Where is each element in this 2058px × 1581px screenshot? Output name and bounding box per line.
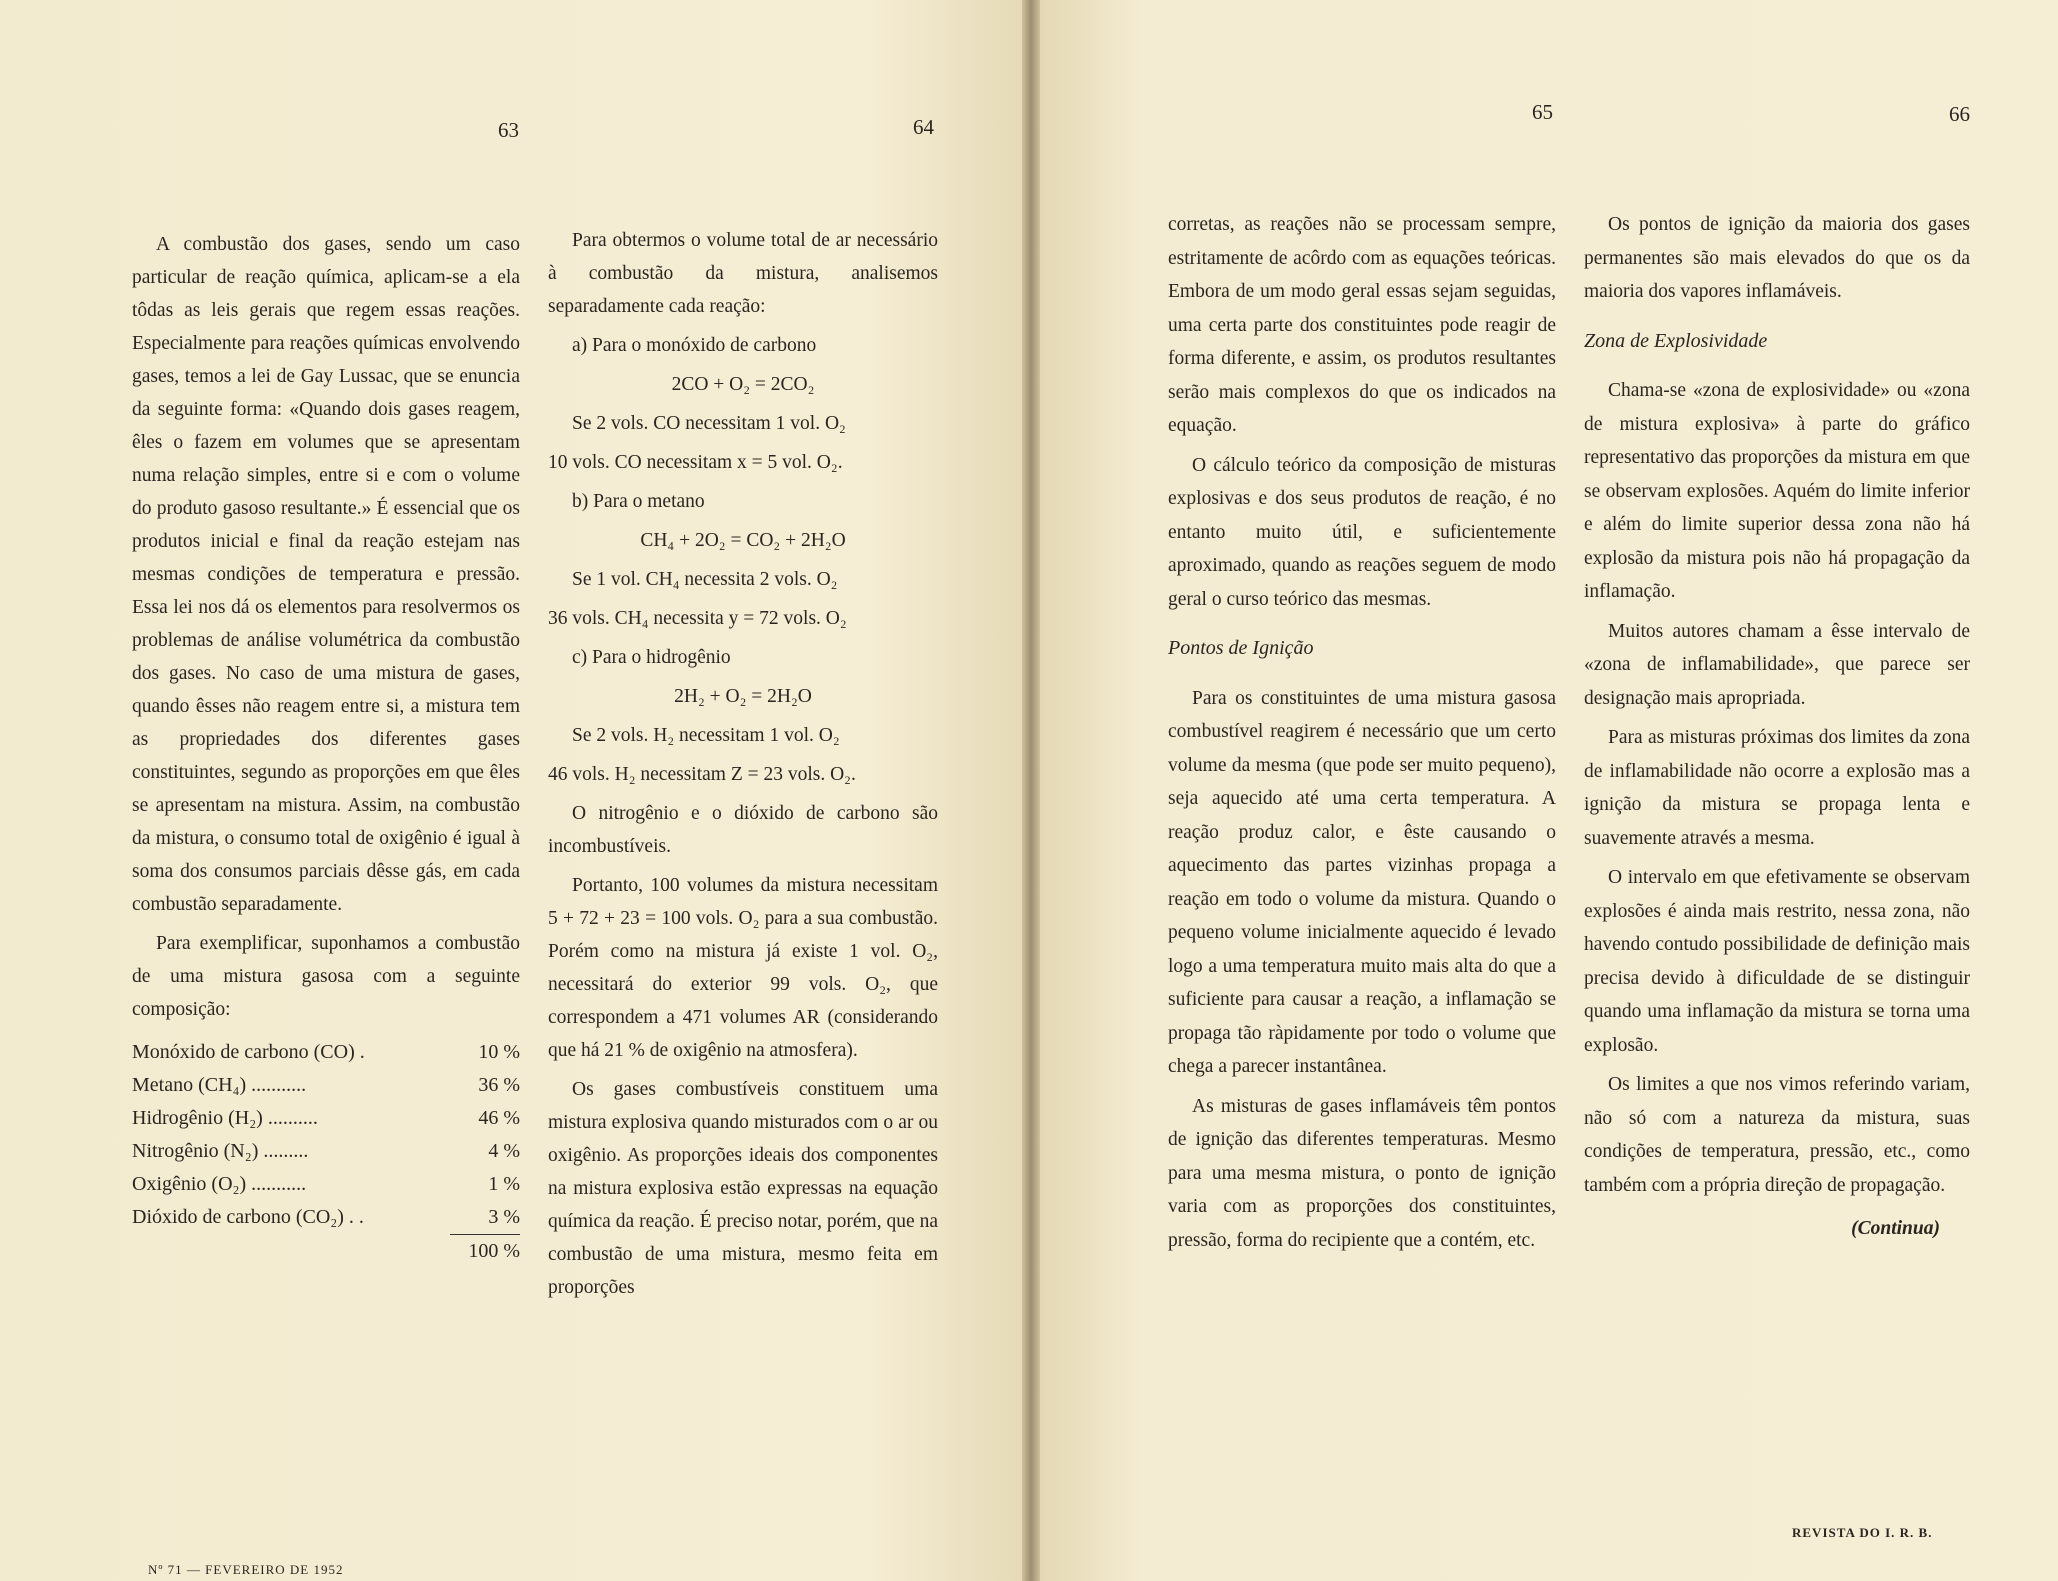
component-name: Oxigênio (O₂) ........... [132, 1173, 307, 1195]
reaction-a-line: Se 2 vols. CO necessitam 1 vol. O₂ [572, 413, 846, 434]
paragraph: Para as misturas próximas dos limites da zona de inflamabilidade não ocorre a explosão mas a ignição da mistura se propaga lenta e suavemente através a mesma. [1584, 727, 1970, 849]
reaction-c-title: c) Para o hidrogênio [572, 647, 731, 668]
composition-total: 100 % [450, 1235, 520, 1269]
total-row [132, 1235, 520, 1269]
paragraph: Portanto, 100 volumes da mistura necessitam 5 + 72 + 23 = 100 vols. O₂ para a sua combustão. Porém como na mistura já existe 1 vol. O₂, necessitará do exterior 99 vols. O₂, que correspondem a 471 volumes AR (considerando que há 21 % de oxigênio na atmosfera). [548, 875, 938, 1061]
component-name: Dióxido de carbono (CO₂) . . [132, 1206, 364, 1229]
column-page-65 [1168, 208, 1556, 1263]
column-page-64 [548, 224, 938, 1310]
reaction-b-title: b) Para o metano [572, 491, 705, 512]
column-page-66 [1584, 208, 1970, 1252]
paragraph: Os limites a que nos vimos referindo variam, não só com a natureza da mistura, suas condições de temperatura, pressão, etc., como também com a própria direção de propagação. [1584, 1074, 1970, 1196]
reaction-a-equation: 2CO + O₂ = 2CO₂ [671, 374, 815, 395]
paragraph: Muitos autores chamam a êsse intervalo de «zona de inflamabilidade», que parece ser designação mais apropriada. [1584, 620, 1970, 709]
paragraph: Para obtermos o volume total de ar necessário à combustão da mistura, analisemos separadamente cada reação: [548, 230, 938, 317]
page-number-63: 63 [498, 118, 519, 142]
table-row [132, 1036, 520, 1069]
component-name: Monóxido de carbono (CO) . [132, 1041, 365, 1063]
paragraph: O cálculo teórico da composição de misturas explosivas e dos seus produtos de reação, é no entanto muito útil, e suficientemente aproximado, quando as reações seguem de modo geral o curso teórico das mesmas. [1168, 454, 1556, 610]
section-heading: Zona de Explosividade [1584, 329, 1768, 352]
section-heading: Pontos de Ignição [1168, 637, 1314, 659]
paragraph: O nitrogênio e o dióxido de carbono são incombustíveis. [548, 803, 938, 857]
paragraph: Os gases combustíveis constituem uma mistura explosiva quando misturados com o ar ou oxigênio. As proporções ideais dos componentes na mistura explosiva estão expressas na equação química da reação. É preciso notar, porém, que na combustão de uma mistura, mesmo feita em proporções [548, 1079, 938, 1298]
paragraph: corretas, as reações não se processam sempre, estritamente de acôrdo com as equações teóricas. Embora de um modo geral essas sejam seguidas, uma certa parte dos constituintes pode reagir de forma diferente, e assim, os produtos resultantes serão mais complexos do que os indicados na equação. [1168, 214, 1556, 436]
component-value: 4 % [488, 1140, 520, 1162]
footer-issue: Nº 71 — FEVEREIRO DE 1952 [148, 1562, 344, 1577]
component-value: 3 % [488, 1206, 520, 1228]
component-value: 36 % [478, 1074, 520, 1096]
right-page [1040, 0, 2058, 1581]
component-name: Hidrogênio (H₂) .......... [132, 1107, 318, 1129]
component-name: Metano (CH₄) ........... [132, 1074, 307, 1096]
component-value: 46 % [478, 1107, 520, 1129]
page-number-65: 65 [1532, 100, 1553, 124]
table-row [132, 1102, 520, 1135]
paragraph: Para exemplificar, suponhamos a combustão de uma mistura gasosa com a seguinte composição: [132, 933, 520, 1020]
column-page-63 [132, 228, 520, 1268]
page-number-64: 64 [913, 115, 934, 139]
reaction-b-equation: CH₄ + 2O₂ = CO₂ + 2H₂O [640, 530, 846, 551]
table-row [132, 1135, 520, 1168]
paragraph: Chama-se «zona de explosividade» ou «zona de mistura explosiva» à parte do gráfico representativo das proporções da mistura em que se observam explosões. Aquém do limite inferior e além do limite superior dessa zona não há explosão da mistura pois não há propagação da inflamação. [1584, 380, 1970, 602]
table-row [132, 1069, 520, 1102]
reaction-c-equation: 2H₂ + O₂ = 2H₂O [674, 686, 812, 707]
reaction-b-line: 36 vols. CH₄ necessita y = 72 vols. O₂ [548, 608, 847, 629]
paragraph: A combustão dos gases, sendo um caso particular de reação química, aplicam-se a ela tôdas as leis gerais que regem essas reações. Especialmente para reações químicas envolvendo gases, temos a lei de Gay Lussac, que se enuncia da seguinte forma: «Quando dois gases reagem, êles o fazem em volumes que se apresentam numa relação simples, entre si e com o volume do produto gasoso resultante.» É essencial que os produtos inicial e final da reação estejam nas mesmas condições de temperatura e pressão. Essa lei nos dá os elementos para resolvermos os problemas de análise volumétrica da combustão dos gases. No caso de uma mistura de gases, quando êsses não reagem entre si, a mistura tem as propriedades dos diferentes gases constituintes, segundo as proporções em que êles se apresentam na mistura. Assim, na combustão da mistura, o consumo total de oxigênio é igual à soma dos consumos parciais dêsse gás, em cada combustão separadamente. [132, 234, 520, 915]
table-row [132, 1168, 520, 1201]
component-value: 10 % [478, 1041, 520, 1063]
reaction-a-line: 10 vols. CO necessitam x = 5 vol. O₂. [548, 452, 843, 473]
paragraph: Para os constituintes de uma mistura gasosa combustível reagirem é necessário que um certo volume da mesma (que pode ser muito pequeno), seja aquecido até uma certa temperatura. A reação produz calor, e êste causando o aquecimento das partes vizinhas propaga a reação em todo o volume da mistura. Quando o pequeno volume inicialmente aquecido é levado logo a uma temperatura muito mais alta do que a suficiente para causar a reação, a inflamação se propaga tão ràpidamente por todo o volume que chega a parecer instantânea. [1168, 687, 1556, 1077]
reaction-b-line: Se 1 vol. CH₄ necessita 2 vols. O₂ [572, 569, 838, 590]
reaction-a-title: a) Para o monóxido de carbono [572, 335, 817, 356]
book-gutter [1022, 0, 1040, 1581]
table-row [132, 1201, 520, 1235]
reaction-c-line: 46 vols. H₂ necessitam Z = 23 vols. O₂. [548, 764, 856, 785]
paragraph: O intervalo em que efetivamente se observam explosões é ainda mais restrito, nessa zona, não havendo contudo possibilidade de definição mais precisa devido à dificuldade de se distinguir quando uma inflamação da mistura se torna uma explosão. [1584, 867, 1970, 1056]
paragraph: Os pontos de ignição da maioria dos gases permanentes são mais elevados do que os da maioria dos vapores inflamáveis. [1584, 214, 1970, 302]
composition-table [132, 1036, 520, 1268]
continua-label: (Continua) [1851, 1218, 1940, 1239]
footer-journal: REVISTA DO I. R. B. [1792, 1525, 1933, 1540]
left-page [0, 0, 1022, 1581]
paragraph: As misturas de gases inflamáveis têm pontos de ignição das diferentes temperaturas. Mesmo para uma mesma mistura, o ponto de ignição varia com as proporções dos constituintes, pressão, forma do recipiente que a contém, etc. [1168, 1095, 1556, 1251]
page-number-66: 66 [1949, 102, 1970, 126]
component-name: Nitrogênio (N₂) ......... [132, 1140, 309, 1162]
reaction-c-line: Se 2 vols. H₂ necessitam 1 vol. O₂ [572, 725, 840, 746]
component-value: 1 % [488, 1173, 520, 1195]
